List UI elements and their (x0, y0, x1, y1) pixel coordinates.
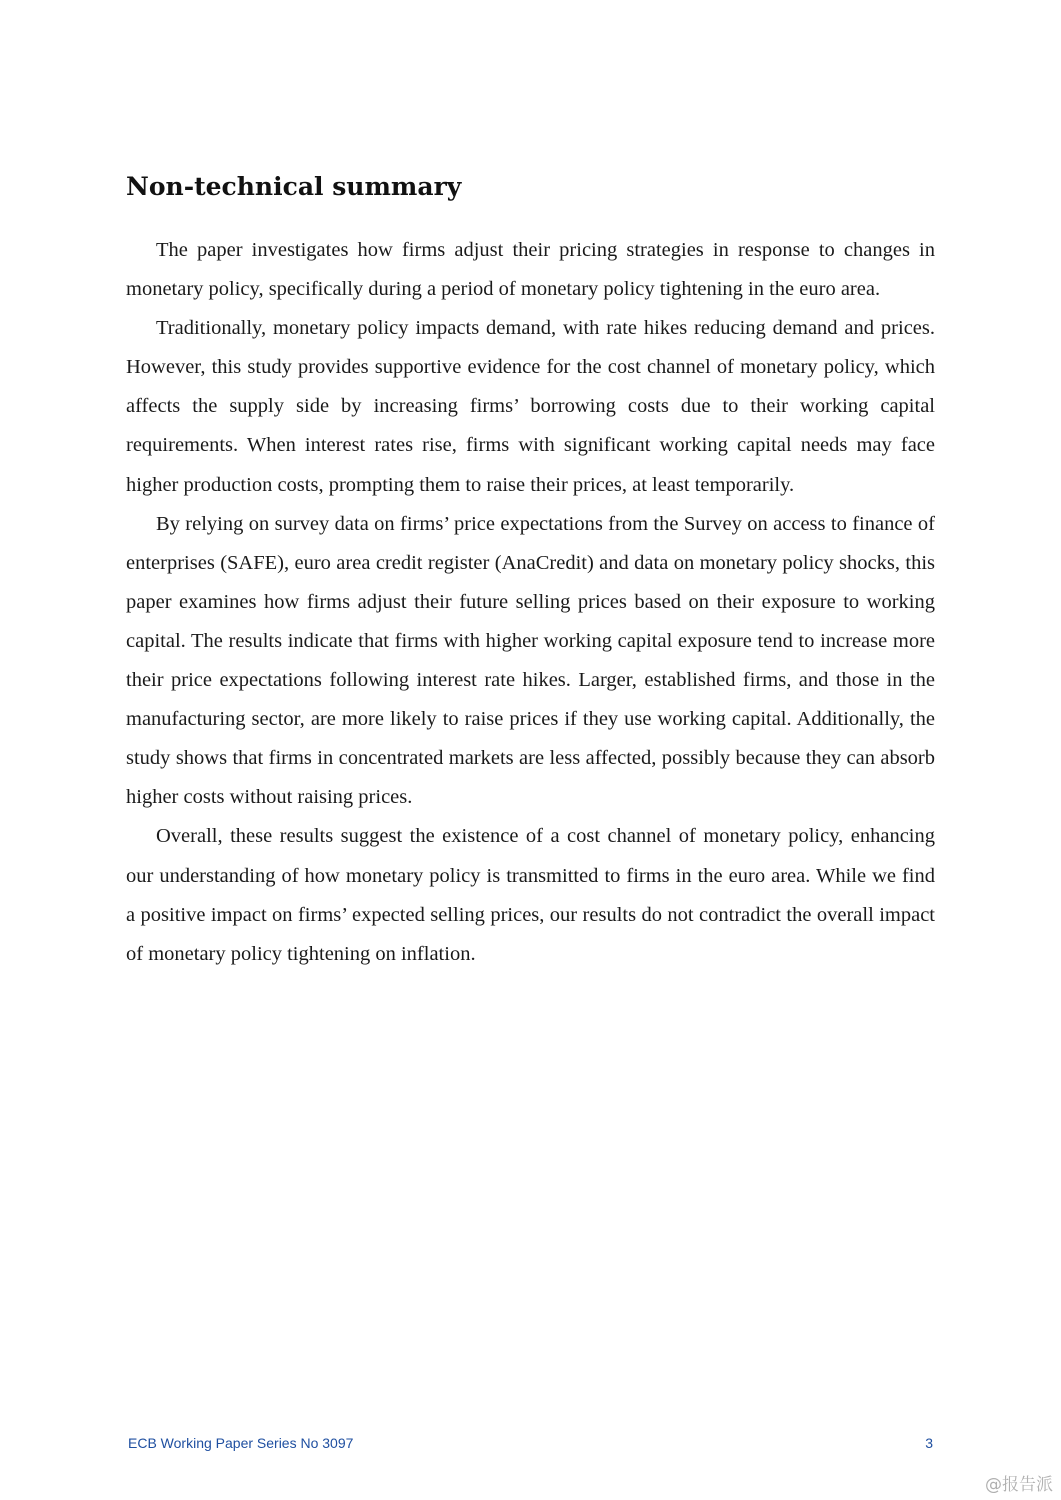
footer-series-label: ECB Working Paper Series No 3097 (128, 1435, 354, 1451)
paragraph-4: Overall, these results suggest the existence of a cost channel of monetary policy, enhancing our understanding of how monetary policy is transmitted to firms in the euro area. While we find a positive impact on firms’ expected selling prices, our results do not contradict the overall impact of monetary policy tightening on inflation. (126, 825, 935, 965)
paragraph-2: Traditionally, monetary policy impacts demand, with rate hikes reducing demand and prices. However, this study provides supportive evidence for the cost channel of monetary policy, which affects the supply side by increasing firms’ borrowing costs due to their working capital requirements. When interest rates rise, firms with significant working capital needs may face higher production costs, prompting them to raise their prices, at least temporarily. (126, 317, 935, 496)
section-heading: Non-technical summary (126, 172, 462, 201)
page-number: 3 (925, 1435, 933, 1451)
summary-body (126, 231, 935, 974)
paragraph-3: By relying on survey data on firms’ price expectations from the Survey on access to finance of enterprises (SAFE), euro area credit register (AnaCredit) and data on monetary policy shocks, this paper examines how firms adjust their future selling prices based on their exposure to working capital. The results indicate that firms with higher working capital exposure tend to increase more their price expectations following interest rate hikes. Larger, established firms, and those in the manufacturing sector, are more likely to raise prices if they use working capital. Additionally, the study shows that firms in concentrated markets are less affected, possibly because they can absorb higher costs without raising prices. (126, 512, 935, 809)
watermark-text: @报告派 (985, 1475, 1053, 1495)
paragraph-1: The paper investigates how firms adjust their pricing strategies in response to changes in monetary policy, specifically during a period of monetary policy tightening in the euro area. (126, 239, 935, 301)
